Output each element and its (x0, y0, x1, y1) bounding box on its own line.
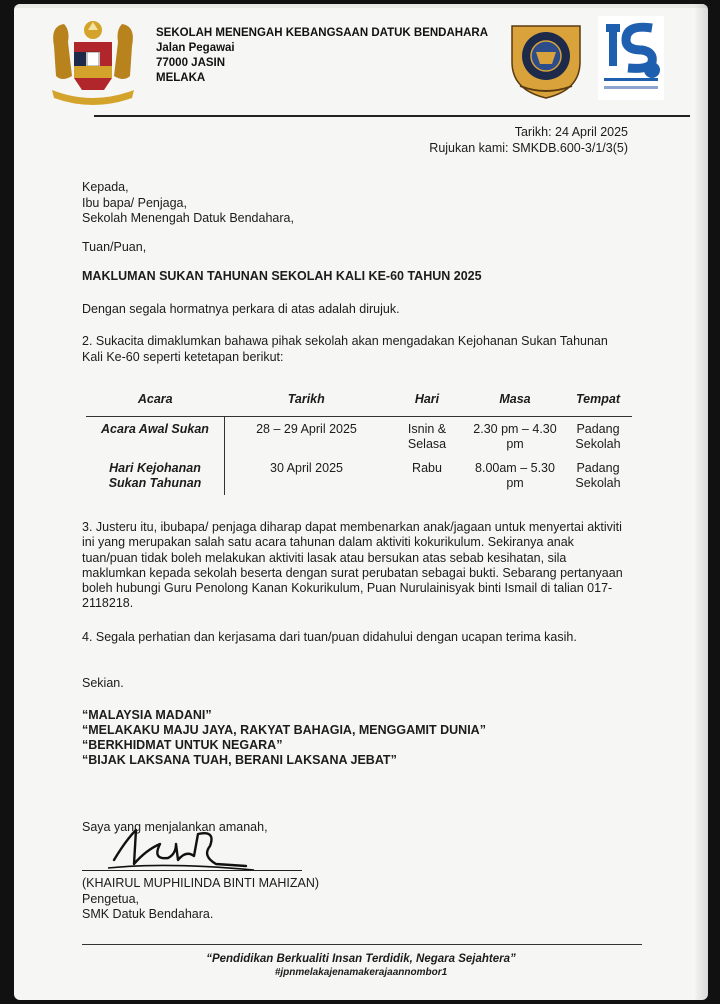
motto-line: “MELAKAKU MAJU JAYA, RAKYAT BAHAGIA, MENGGAMIT DUNIA” (82, 723, 486, 737)
page-shadow (694, 4, 708, 1000)
cell-masa: 2.30 pm – 4.30 pm (473, 422, 557, 451)
motto-line: “MALAYSIA MADANI” (82, 708, 212, 722)
footer-hashtag: #jpnmelakajenamakerajaannombor1 (274, 967, 448, 978)
school-name: SEKOLAH MENENGAH KEBANGSAAN DATUK BENDAHARA (156, 27, 489, 39)
cell-acara: Hari Kejohanan Sukan Tahunan (86, 456, 225, 495)
table-row (86, 417, 632, 457)
paragraph-3: 3. Justeru itu, ibubapa/ penjaga diharap dapat membenarkan anak/jagaan untuk menyertai aktiviti ini yang merupakan salah satu acara tahunan dalam aktiviti kokurikulum. Sekiranya anak tuan/puan tidak boleh melakukan aktiviti lasak atau bersukan atas sebab kesihatan, sila maklumkan kepada sekolah beserta dengan surat perubatan sebagai bukti. Sebarang pertanyaan boleh hubungi Guru Penolong Kanan Kokurikulum, Puan Nurulainisyak binti Ismail di talian 017-2118218. (82, 520, 623, 611)
signature-rule (82, 870, 302, 871)
cell-tempat: Padang Sekolah (575, 461, 621, 490)
signer-block (82, 876, 319, 923)
footer (14, 952, 708, 980)
address-line: Jalan Pegawai (156, 42, 235, 54)
letterhead (156, 26, 488, 86)
signer-name: (KHAIRUL MUPHILINDA BINTI MAHIZAN) (82, 876, 320, 890)
paper-top-edge (14, 4, 708, 8)
address-line: MELAKA (156, 72, 206, 84)
school-badge-logo (506, 16, 586, 100)
column-header: Hari (414, 392, 440, 406)
motto-line: “BERKHIDMAT UNTUK NEGARA” (82, 738, 283, 752)
recipient-line: Ibu bapa/ Penjaga, (82, 195, 187, 210)
closing: Sekian. (82, 676, 124, 690)
handwritten-signature (106, 820, 256, 882)
recipient-line: Kepada, (82, 180, 129, 194)
signer-title: Pengetua, (82, 891, 139, 906)
paragraph-4: 4. Segala perhatian dan kerjasama dari tuan/puan didahului dengan ucapan terima kasih. (82, 630, 577, 644)
column-header: Tarikh (287, 392, 325, 406)
cell-tempat: Padang Sekolah (575, 422, 621, 451)
signer-org: SMK Datuk Bendahara. (82, 907, 214, 921)
recipient-block (82, 180, 294, 227)
column-header: Masa (499, 392, 531, 406)
column-header: Tempat (576, 392, 620, 406)
ts25-logo (596, 14, 666, 102)
cell-masa: 8.00am – 5.30 pm (475, 461, 555, 490)
cell-tarikh: 28 – 29 April 2025 (256, 422, 357, 436)
letter-date: Tarikh: 24 April 2025 (514, 125, 628, 139)
column-header: Acara (137, 392, 173, 406)
footer-slogan: “Pendidikan Berkualiti Insan Terdidik, Negara Sejahtera” (206, 953, 516, 965)
paragraph-1: Dengan segala hormatnya perkara di atas adalah dirujuk. (82, 302, 400, 316)
letterhead-divider (94, 115, 690, 117)
cell-acara: Acara Awal Sukan (86, 417, 225, 457)
coat-of-arms-logo (44, 16, 142, 108)
letter-page (14, 4, 708, 1000)
event-schedule-table (86, 388, 632, 495)
table-row (86, 456, 632, 495)
cell-hari: Isnin & Selasa (407, 422, 447, 451)
address-line: 77000 JASIN (156, 57, 226, 69)
footer-divider (82, 944, 642, 945)
table-header-row (86, 388, 632, 417)
motto-line: “BIJAK LAKSANA TUAH, BERANI LAKSANA JEBAT” (82, 753, 397, 767)
cell-hari: Rabu (412, 461, 442, 475)
date-reference-block (429, 124, 628, 156)
salutation: Tuan/Puan, (82, 240, 147, 254)
signoff-line: Saya yang menjalankan amanah, (82, 820, 268, 834)
cell-tarikh: 30 April 2025 (270, 461, 343, 475)
paragraph-2: 2. Sukacita dimaklumkan bahawa pihak sekolah akan mengadakan Kejohanan Sukan Tahunan Kali Ke-60 seperti ketetapan berikut: (82, 334, 608, 364)
letter-reference: Rujukan kami: SMKDB.600-3/1/3(5) (429, 141, 628, 155)
recipient-line: Sekolah Menengah Datuk Bendahara, (82, 211, 294, 225)
motto-block (82, 708, 486, 768)
subject-heading: MAKLUMAN SUKAN TAHUNAN SEKOLAH KALI KE-60 TAHUN 2025 (82, 269, 482, 283)
